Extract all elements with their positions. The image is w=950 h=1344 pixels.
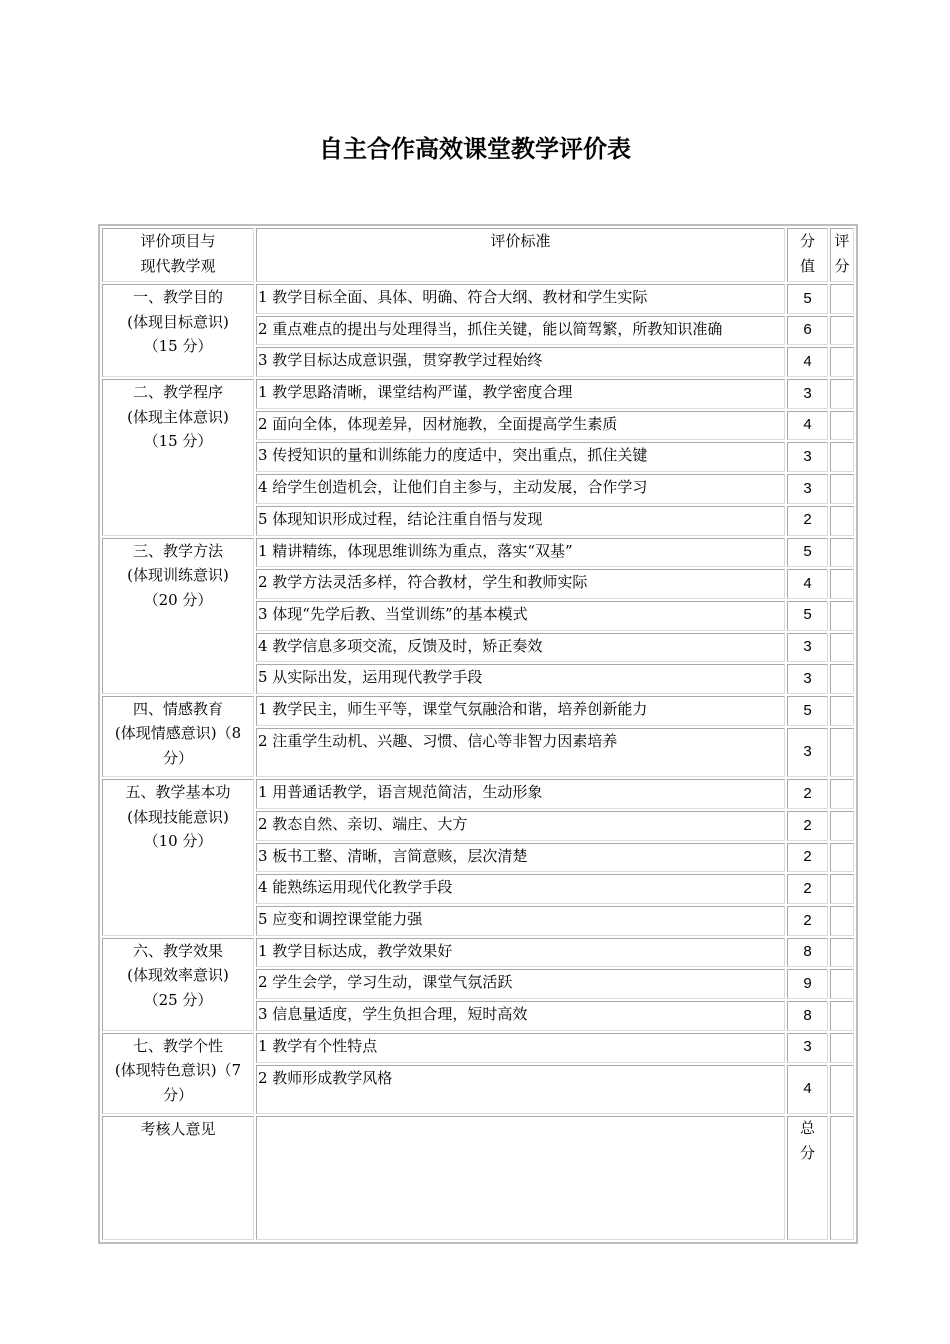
criterion-text: 3 传授知识的量和训练能力的度适中，突出重点，抓住关键 — [256, 442, 785, 472]
category-cell — [102, 538, 254, 694]
page-title: 自主合作高效课堂教学评价表 — [319, 135, 631, 163]
header-grade-cell — [830, 228, 854, 282]
grade-input-cell[interactable] — [830, 379, 854, 409]
category-sub: (体现情感意识)（8 — [114, 724, 242, 743]
evaluation-table — [98, 224, 858, 1244]
total-score-field[interactable] — [830, 1116, 854, 1240]
grade-input-cell[interactable] — [830, 906, 854, 936]
grade-input-cell[interactable] — [830, 1001, 854, 1031]
grade-input-cell[interactable] — [830, 347, 854, 377]
category-name: 二、教学程序 — [132, 383, 223, 402]
category-cell — [102, 379, 254, 535]
reviewer-opinion-field[interactable] — [256, 1116, 785, 1240]
criterion-score: 2 — [787, 843, 828, 873]
grade-input-cell[interactable] — [830, 696, 854, 726]
category-points: 分） — [162, 1085, 193, 1104]
criterion-text: 1 教学目标全面、具体、明确、符合大纲、教材和学生实际 — [256, 284, 785, 314]
criterion-score: 9 — [787, 969, 828, 999]
criterion-text: 2 教师形成教学风格 — [256, 1065, 785, 1115]
category-name: 五、教学基本功 — [125, 783, 231, 802]
criterion-score: 4 — [787, 569, 828, 599]
header-score-cell — [787, 228, 828, 282]
criterion-text: 5 从实际出发，运用现代教学手段 — [256, 664, 785, 694]
grade-input-cell[interactable] — [830, 569, 854, 599]
criterion-text: 3 信息量适度，学生负担合理，短时高效 — [256, 1001, 785, 1031]
category-cell — [102, 696, 254, 777]
grade-input-cell[interactable] — [830, 1033, 854, 1063]
category-name: 七、教学个性 — [132, 1036, 223, 1055]
total-score-label — [787, 1116, 828, 1240]
criterion-score: 3 — [787, 474, 828, 504]
category-sub: (体现目标意识) — [127, 312, 229, 331]
category-sub: (体现技能意识) — [127, 807, 229, 826]
criterion-score: 6 — [787, 316, 828, 346]
grade-input-cell[interactable] — [830, 664, 854, 694]
total-line2: 分 — [799, 1144, 815, 1162]
criterion-text: 3 教学目标达成意识强，贯穿教学过程始终 — [256, 347, 785, 377]
table-row — [102, 1033, 854, 1063]
criterion-score: 2 — [787, 906, 828, 936]
total-line1: 总 — [799, 1120, 815, 1138]
table-row — [102, 379, 854, 409]
category-cell — [102, 938, 254, 1031]
category-sub: (体现效率意识) — [127, 966, 229, 985]
category-points: （25 分） — [143, 990, 213, 1009]
category-points: （15 分） — [143, 337, 213, 355]
criterion-score: 3 — [787, 379, 828, 409]
category-points: 分） — [162, 748, 193, 767]
grade-input-cell[interactable] — [830, 411, 854, 441]
criterion-score: 8 — [787, 1001, 828, 1031]
criterion-score: 2 — [787, 874, 828, 904]
reviewer-label: 考核人意见 — [102, 1116, 254, 1240]
criterion-score: 4 — [787, 347, 828, 377]
category-name: 四、情感教育 — [132, 699, 223, 718]
header-criteria-cell: 评价标准 — [256, 228, 785, 282]
criterion-score: 4 — [787, 1065, 828, 1115]
table-row — [102, 938, 854, 968]
criterion-text: 1 用普通话教学，语言规范简洁，生动形象 — [256, 779, 785, 809]
category-sub: (体现特色意识)（7 — [114, 1061, 242, 1080]
grade-input-cell[interactable] — [830, 316, 854, 346]
criterion-score: 2 — [787, 811, 828, 841]
criterion-score: 3 — [787, 664, 828, 694]
criterion-text: 2 注重学生动机、兴趣、习惯、信心等非智力因素培养 — [256, 728, 785, 778]
grade-input-cell[interactable] — [830, 811, 854, 841]
criterion-text: 2 面向全体，体现差异，因材施教，全面提高学生素质 — [256, 411, 785, 441]
table-row — [102, 538, 854, 568]
grade-input-cell[interactable] — [830, 1065, 854, 1115]
category-sub: (体现主体意识) — [127, 407, 229, 426]
criterion-text: 2 教态自然、亲切、端庄、大方 — [256, 811, 785, 841]
header-item-cell — [102, 228, 254, 282]
criterion-score: 5 — [787, 284, 828, 314]
criterion-text: 1 教学思路清晰，课堂结构严谨，教学密度合理 — [256, 379, 785, 409]
criterion-score: 2 — [787, 506, 828, 536]
criterion-score: 4 — [787, 411, 828, 441]
footer-row — [102, 1116, 854, 1240]
header-grade-line2: 分 — [834, 256, 850, 275]
criterion-text: 1 教学民主，师生平等，课堂气氛融洽和谐，培养创新能力 — [256, 696, 785, 726]
category-name: 一、教学目的 — [132, 288, 223, 306]
criterion-text: 3 板书工整、清晰，言简意赅，层次清楚 — [256, 843, 785, 873]
criterion-score: 8 — [787, 938, 828, 968]
grade-input-cell[interactable] — [830, 843, 854, 873]
criterion-text: 2 学生会学，学习生动，课堂气氛活跃 — [256, 969, 785, 999]
category-cell — [102, 1033, 254, 1114]
grade-input-cell[interactable] — [830, 474, 854, 504]
header-score-line2: 值 — [799, 256, 815, 275]
grade-input-cell[interactable] — [830, 442, 854, 472]
criterion-score: 5 — [787, 696, 828, 726]
table-row — [102, 696, 854, 726]
criterion-text: 2 重点难点的提出与处理得当，抓住关键，能以简驾繁，所教知识准确 — [256, 316, 785, 346]
criterion-text: 4 给学生创造机会，让他们自主参与，主动发展，合作学习 — [256, 474, 785, 504]
grade-input-cell[interactable] — [830, 633, 854, 663]
header-item-line1: 评价项目与 — [140, 232, 216, 250]
category-cell — [102, 284, 254, 377]
grade-input-cell[interactable] — [830, 938, 854, 968]
criterion-score: 3 — [787, 633, 828, 663]
criterion-text: 5 应变和调控课堂能力强 — [256, 906, 785, 936]
category-name: 六、教学效果 — [132, 941, 223, 960]
grade-input-cell[interactable] — [830, 779, 854, 809]
criterion-text: 2 教学方法灵活多样，符合教材，学生和教师实际 — [256, 569, 785, 599]
criterion-text: 1 教学有个性特点 — [256, 1033, 785, 1063]
category-cell — [102, 779, 254, 935]
criterion-score: 3 — [787, 1033, 828, 1063]
header-grade-line1: 评 — [834, 232, 850, 250]
table-row — [102, 284, 854, 314]
criterion-score: 2 — [787, 779, 828, 809]
criterion-score: 5 — [787, 601, 828, 631]
category-points: （20 分） — [143, 590, 213, 609]
criterion-score: 5 — [787, 538, 828, 568]
grade-input-cell[interactable] — [830, 969, 854, 999]
criterion-score: 3 — [787, 728, 828, 778]
header-row — [102, 228, 854, 282]
table-row — [102, 779, 854, 809]
grade-input-cell[interactable] — [830, 506, 854, 536]
criterion-text: 4 教学信息多项交流，反馈及时，矫正奏效 — [256, 633, 785, 663]
header-score-line1: 分 — [799, 232, 815, 250]
category-points: （15 分） — [143, 432, 213, 451]
criterion-score: 3 — [787, 442, 828, 472]
grade-input-cell[interactable] — [830, 601, 854, 631]
category-points: （10 分） — [143, 832, 213, 851]
header-item-line2: 现代教学观 — [140, 256, 216, 275]
grade-input-cell[interactable] — [830, 538, 854, 568]
category-sub: (体现训练意识) — [127, 566, 229, 584]
criterion-text: 3 体现“先学后教、当堂训练”的基本模式 — [256, 601, 785, 631]
grade-input-cell[interactable] — [830, 284, 854, 314]
criterion-text: 4 能熟练运用现代化教学手段 — [256, 874, 785, 904]
category-name: 三、教学方法 — [132, 541, 223, 560]
criterion-text: 1 教学目标达成，教学效果好 — [256, 938, 785, 968]
grade-input-cell[interactable] — [830, 874, 854, 904]
grade-input-cell[interactable] — [830, 728, 854, 778]
criterion-text: 5 体现知识形成过程，结论注重自悟与发现 — [256, 506, 785, 536]
criterion-text: 1 精讲精练，体现思维训练为重点，落实“双基” — [256, 538, 785, 568]
